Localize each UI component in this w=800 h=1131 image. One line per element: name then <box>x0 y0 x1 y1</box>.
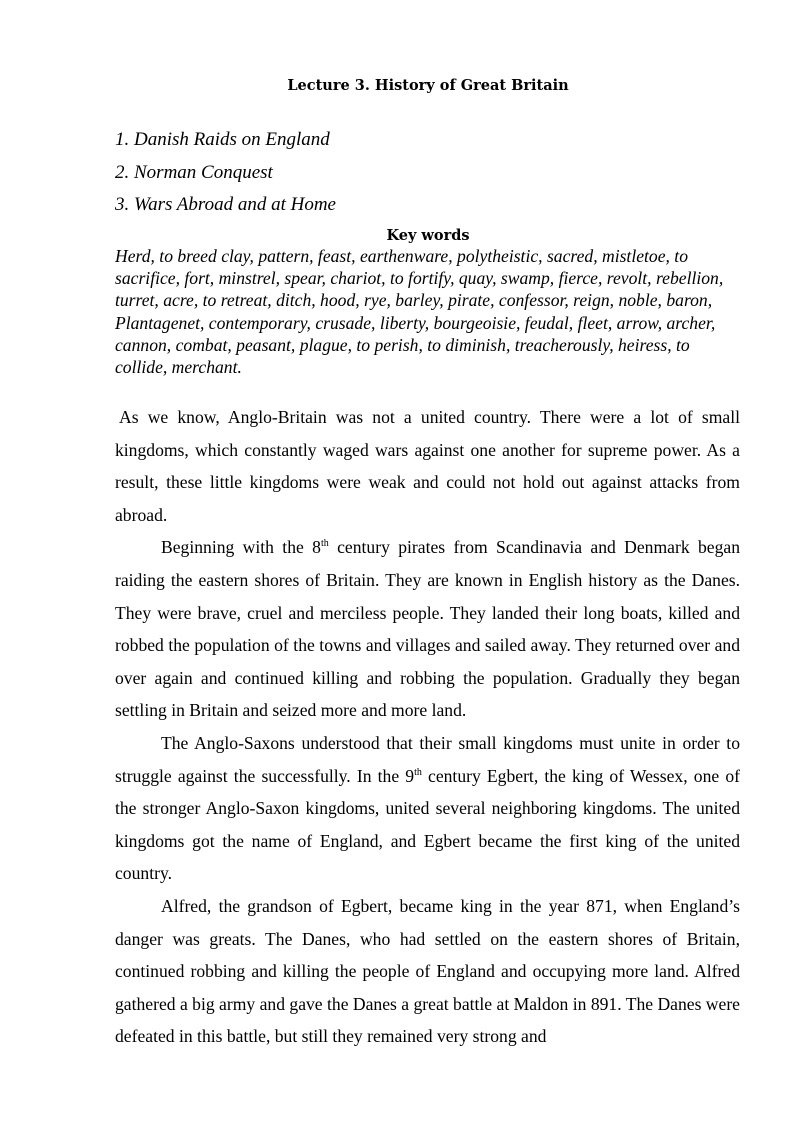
paragraph-3-start: The Anglo-Saxons understood that their small kingdoms must unite in order to struggle against the successfully. In the 9 <box>115 732 740 786</box>
paragraph-3-superscript: th <box>414 766 422 778</box>
lecture-title: Lecture 3. History of Great Britain <box>287 77 569 94</box>
paragraph-3-rest: century Egbert, the king of Wessex, one of the stronger Anglo-Saxon kingdoms, united several neighboring kingdoms. The united kingdoms got the name of England, and Egbert became the first king of the united country. <box>115 765 740 884</box>
outline-item-2: 2. Norman Conquest <box>115 161 273 183</box>
paragraph-2 <box>115 531 740 727</box>
paragraph-1: As we know, Anglo-Britain was not a united country. There were a lot of small kingdoms, which constantly waged wars against one another for supreme power. As a result, these little kingdoms were weak and could not hold out against attacks from abroad. <box>115 407 740 525</box>
paragraph-2-start: Beginning with the 8 <box>161 537 321 558</box>
keywords-heading: Key words <box>386 227 470 244</box>
paragraph-3 <box>115 727 740 890</box>
paragraph-2-superscript: th <box>320 538 329 550</box>
lecture-body <box>115 401 740 1053</box>
paragraph-2-rest: century pirates from Scandinavia and Denmark began raiding the eastern shores of Britain. They are known in English history as the Danes. They were brave, cruel and merciless people. They landed their long boats, killed and robbed the population of the towns and villages and sailed away. They returned over and over again and continued killing and robbing the population. Gradually they began settling in Britain and seized more and more land. <box>115 537 740 721</box>
outline-item-3: 3. Wars Abroad and at Home <box>115 194 336 215</box>
outline-item-1: 1. Danish Raids on England <box>115 129 330 150</box>
paragraph-4: Alfred, the grandson of Egbert, became king in the year 871, when England’s danger was greats. The Danes, who had settled on the eastern shores of Britain, continued robbing and killing the people of England and occupying more land. Alfred gathered a big army and gave the Danes a great battle at Maldon in 891. The Danes were defeated in this battle, but still they remained very strong and <box>115 895 740 1047</box>
lecture-outline <box>115 126 336 224</box>
keywords-list: Herd, to breed clay, pattern, feast, earthenware, polytheistic, sacred, mistletoe, to sacrifice, fort, minstrel, spear, chariot, to fortify, quay, swamp, fierce, revolt, rebellion, turret, acre, to retreat, ditch, hood, rye, barley, pirate, confessor, reign, noble, baron, Plantagenet, contemporary, crusade, liberty, bourgeoisie, feudal, fleet, arrow, archer, cannon, combat, peasant, plague, to perish, to diminish, treacherously, heiress, to collide, merchant. <box>115 246 724 378</box>
